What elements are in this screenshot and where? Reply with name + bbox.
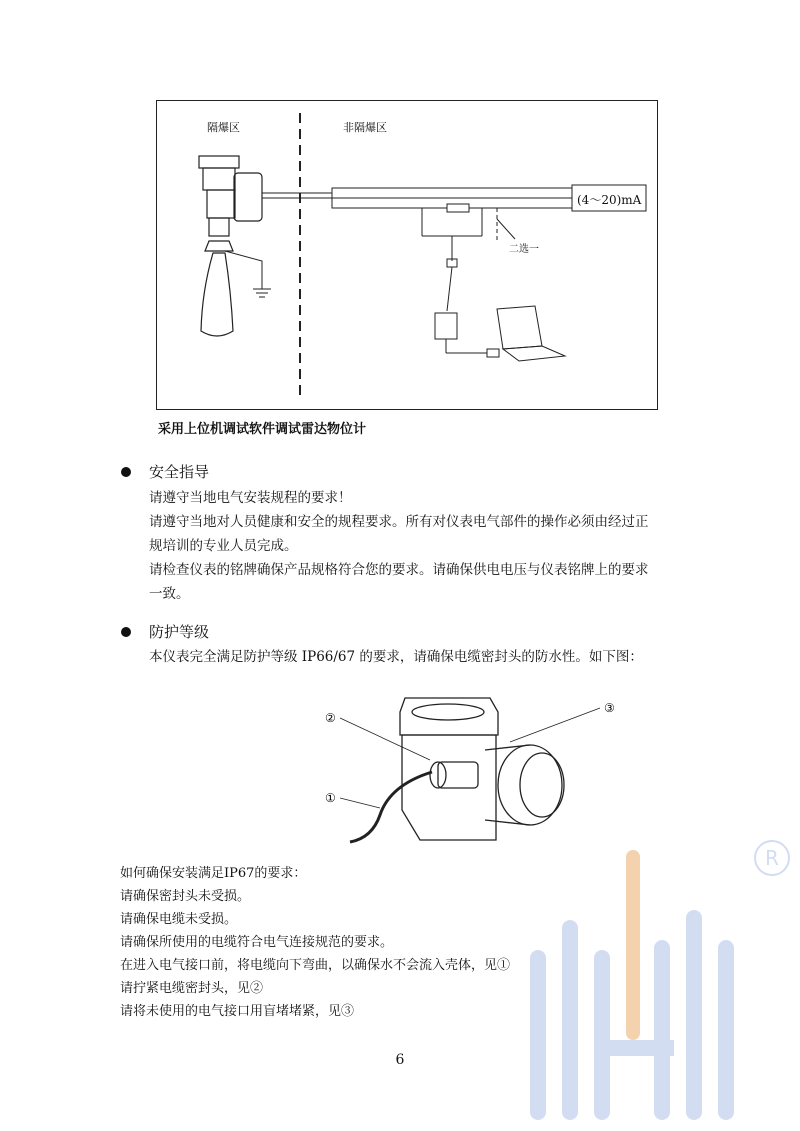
safety-line: 请遵守当地对人员健康和安全的规程要求。所有对仪表电气部件的操作必须由经过正: [149, 514, 649, 530]
page-number: 6: [395, 1052, 405, 1068]
svg-text:R: R: [765, 846, 779, 870]
safety-line: 一致。: [149, 586, 190, 602]
housing-figure: [320, 690, 620, 850]
ip67-line: 在进入电气接口前，将电缆向下弯曲，以确保水不会流入壳体，见①: [120, 958, 511, 973]
protection-title: 防护等级: [149, 623, 210, 641]
callout-2: ②: [325, 711, 336, 725]
ip67-line: 请拧紧电缆密封头，见②: [120, 981, 264, 996]
ip67-line: 如何确保安装满足IP67的要求：: [120, 866, 307, 881]
protection-intro: 本仪表完全满足防护等级 IP66/67 的要求，请确保电缆密封头的防水性。如下图：: [149, 649, 643, 665]
safety-bullet: [121, 467, 131, 477]
ip67-line: 请将未使用的电气接口用盲堵堵紧，见③: [120, 1004, 355, 1019]
safety-title: 安全指导: [149, 463, 210, 481]
ground-icon: [225, 251, 271, 297]
radar-level-meter-icon: [199, 156, 262, 336]
safety-line: 请遵守当地电气安装规程的要求！: [149, 490, 352, 506]
protection-bullet: [121, 627, 131, 637]
registered-mark-icon: [755, 841, 789, 875]
safety-line: 请检查仪表的铭牌确保产品规格符合您的要求。请确保供电电压与仪表铭牌上的要求: [149, 562, 649, 578]
zone-explosion-label: 隔爆区: [207, 121, 240, 134]
figure1-caption: 采用上位机调试软件调试雷达物位计: [158, 422, 367, 437]
wiring-diagram: [156, 100, 658, 410]
watermark-logo: [490, 830, 800, 1131]
safety-line: 规培训的专业人员完成。: [149, 538, 298, 554]
ip67-line: 请确保所使用的电缆符合电气连接规范的要求。: [120, 935, 394, 950]
callout-3: ③: [604, 701, 615, 715]
ip67-line: 请确保电缆未受损。: [120, 912, 238, 927]
choose-one-label: 二选一: [509, 244, 539, 255]
zone-non-explosion-label: 非隔爆区: [343, 121, 387, 134]
ip67-line: 请确保密封头未受损。: [120, 889, 251, 904]
callout-1: ①: [325, 791, 336, 805]
output-current-label: (4～20)mA: [577, 193, 642, 207]
safety-paragraph: [149, 486, 679, 606]
